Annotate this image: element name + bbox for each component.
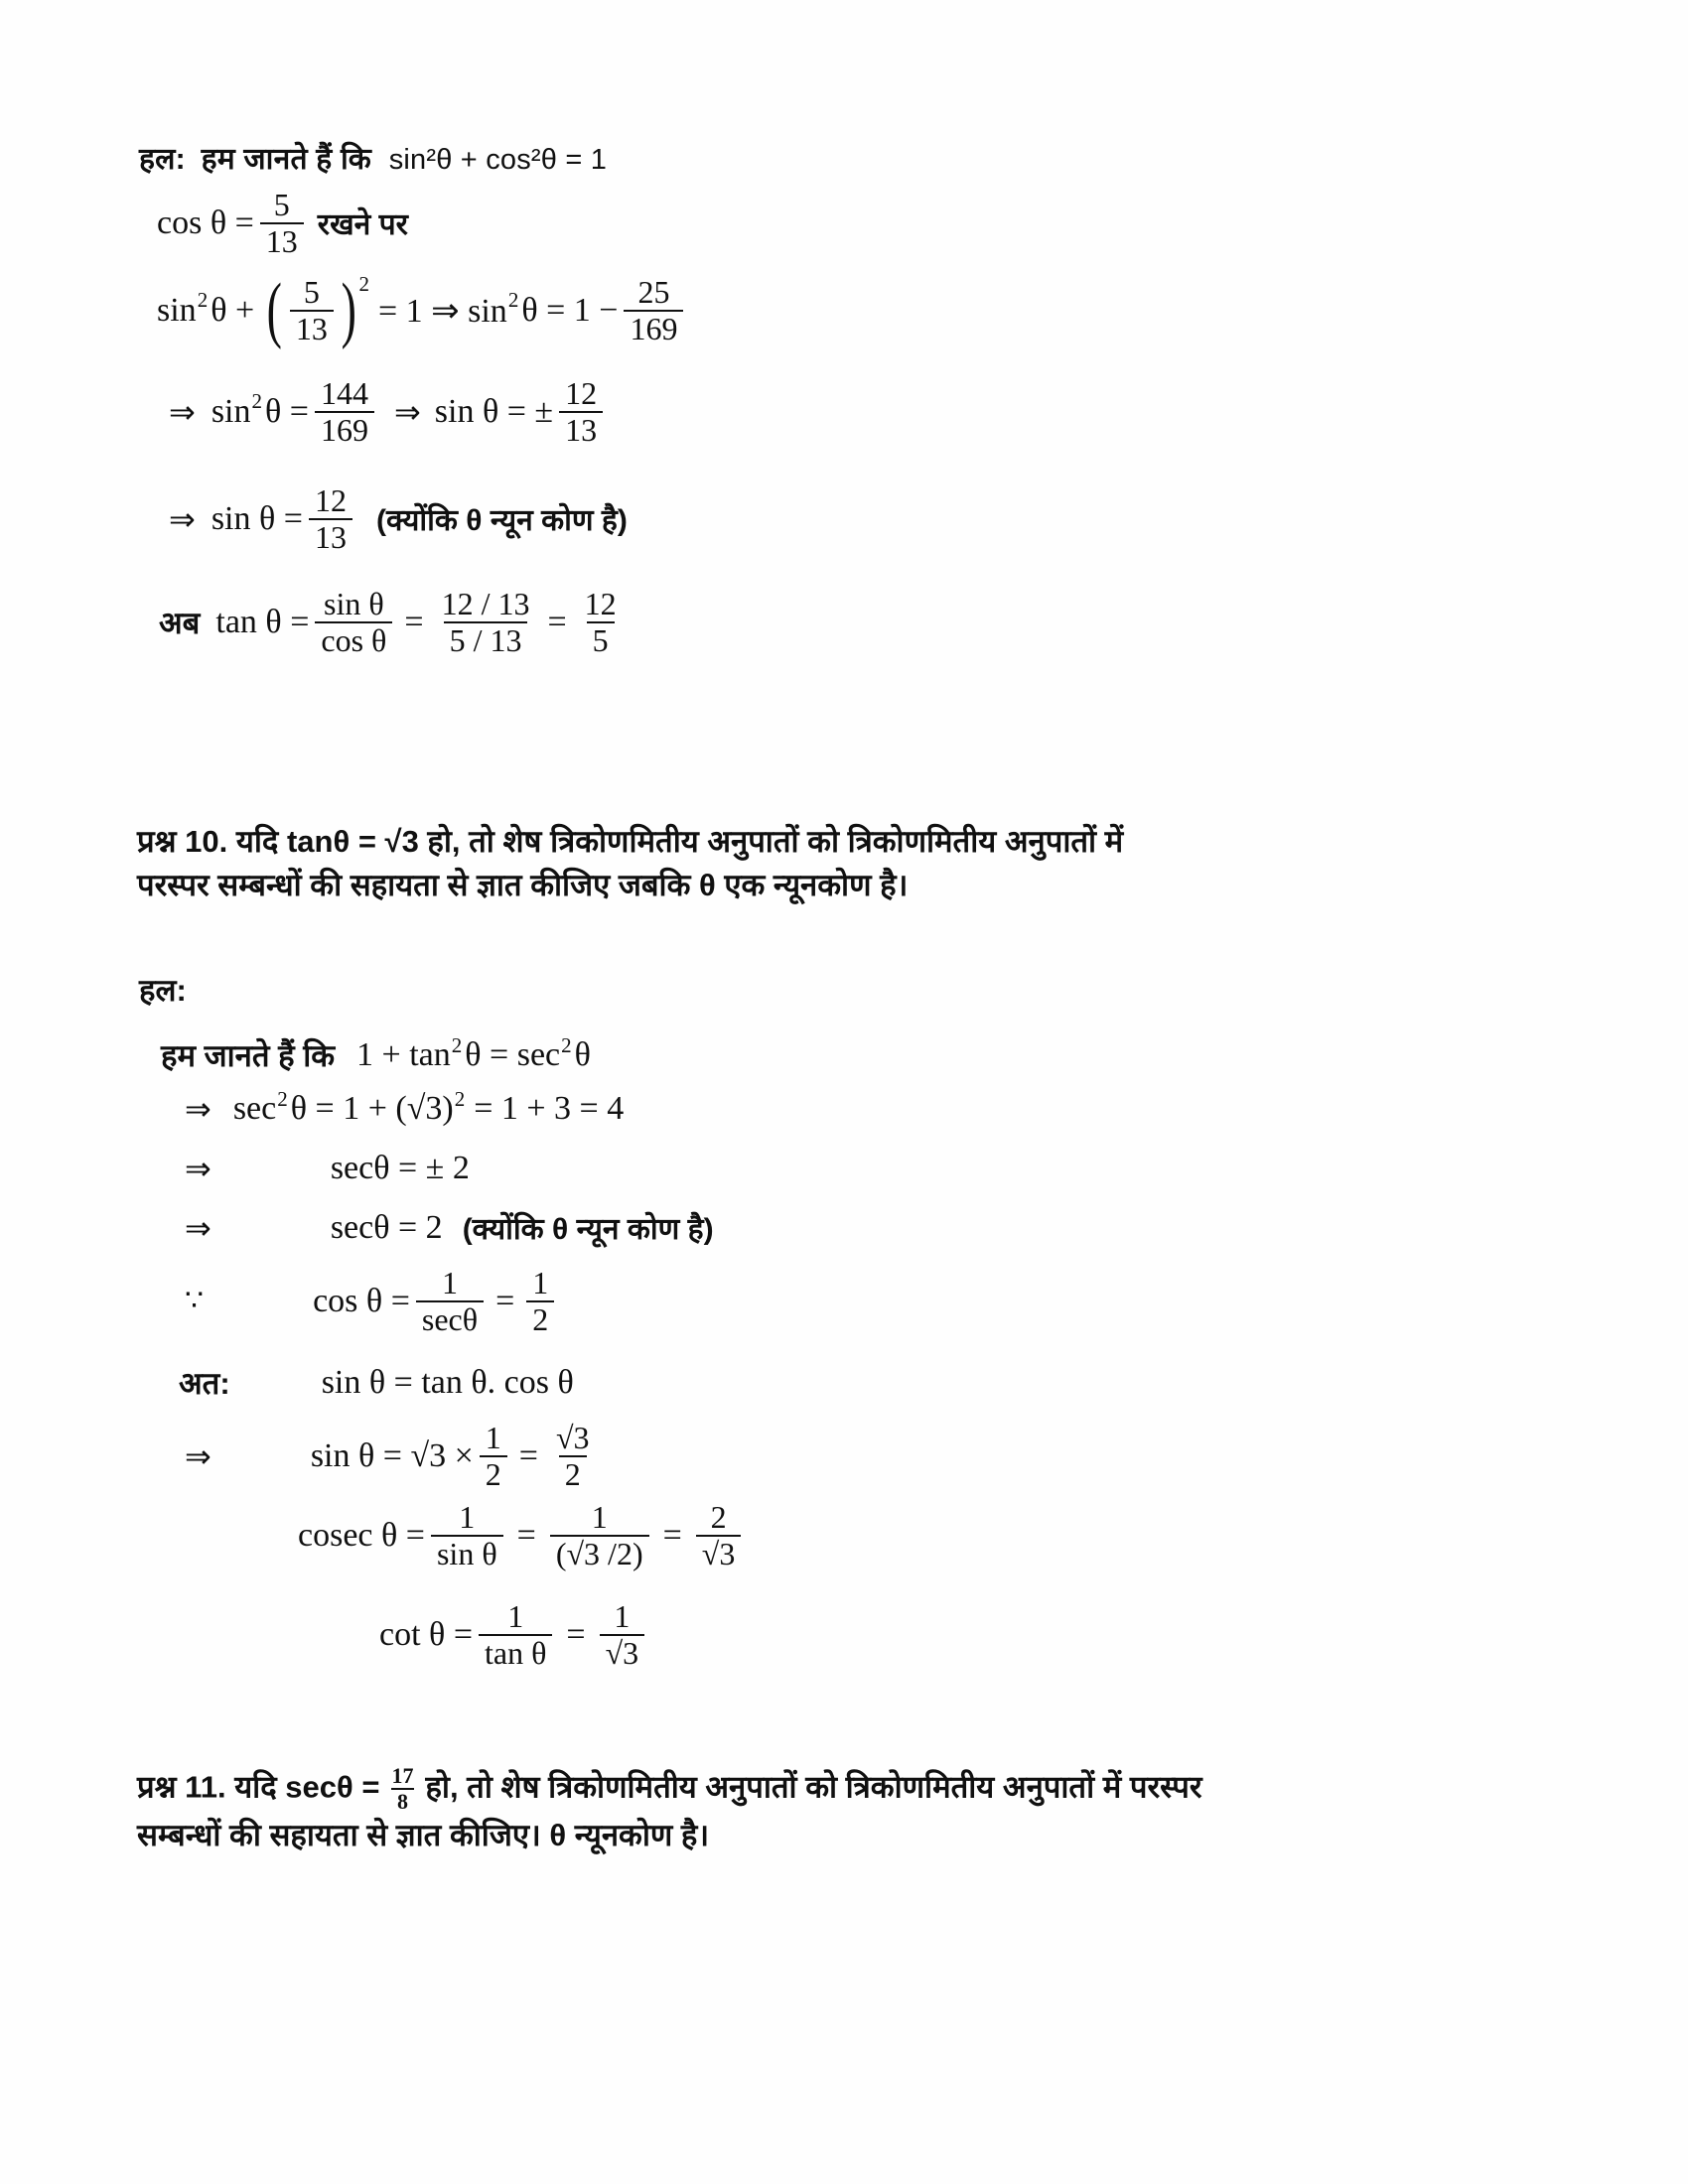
implies-arrow: ⇒ xyxy=(169,500,196,537)
fraction-numerator: 1 xyxy=(591,1499,608,1535)
implies-arrow: ⇒ xyxy=(169,393,196,430)
fraction-numerator: 1 xyxy=(485,1420,501,1455)
paren-exponent: 2 xyxy=(358,272,369,297)
equation-sin-value xyxy=(169,484,628,553)
fraction-numerator: 17 xyxy=(391,1763,414,1788)
equals-sign: = xyxy=(518,1436,538,1474)
ataha-prefix: अत: xyxy=(179,1366,230,1401)
fraction-denominator: 13 xyxy=(309,518,352,554)
fraction-12-13 xyxy=(559,377,603,446)
solution-label: हल: xyxy=(139,143,186,176)
sin-text: sin xyxy=(211,392,251,430)
fraction-numerator: sin θ xyxy=(324,586,384,621)
fraction-numerator: 144 xyxy=(320,375,368,411)
fraction-numerator: √3 xyxy=(555,1420,590,1455)
question-11 xyxy=(137,1765,1517,1857)
question-11-line-1-rest: हो, तो शेष त्रिकोणमितीय अनुपातों को त्रिकोणमितीय अनुपातों में परस्पर xyxy=(425,1769,1202,1805)
fraction-denominator: secθ xyxy=(416,1300,484,1336)
sin-exponent-2: 2 xyxy=(507,288,519,313)
fraction-denominator: 169 xyxy=(315,411,374,447)
fraction-1-2 xyxy=(526,1267,554,1335)
implies-arrow-2: ⇒ xyxy=(393,393,421,430)
equation-cos-value xyxy=(185,1267,560,1335)
question-10 xyxy=(137,820,1448,907)
fraction-numerator: 12 / 13 xyxy=(441,586,530,621)
question-11-number: प्रश्न 11. xyxy=(137,1769,226,1805)
fraction-5-13 xyxy=(260,189,304,257)
sec-exponent: 2 xyxy=(561,1032,572,1057)
sin-text: sin xyxy=(157,291,197,329)
because-symbol: ∵ xyxy=(185,1285,205,1318)
sec-equals-two: secθ = 2 xyxy=(330,1208,443,1246)
fraction-1-over-sec xyxy=(416,1267,484,1335)
fraction-denominator: 13 xyxy=(260,222,304,258)
cos-theta-equals: cos θ = xyxy=(313,1282,410,1319)
question-11-prefix: यदि secθ = xyxy=(234,1769,380,1805)
solution-9-lead-line xyxy=(139,137,607,178)
tan-exponent: 2 xyxy=(451,1032,463,1057)
fraction-denominator: 8 xyxy=(391,1788,414,1813)
theta-equals: θ = xyxy=(265,392,309,430)
fraction-denominator: 5 xyxy=(587,621,615,657)
fraction-2-over-root3 xyxy=(696,1501,742,1570)
equals-four: = 1 + 3 = 4 xyxy=(474,1090,625,1127)
fraction-denominator: √3 xyxy=(696,1535,742,1570)
one-plus-tan: 1 + tan xyxy=(356,1036,451,1073)
equals-sign-1: = xyxy=(516,1516,536,1554)
equation-substitute xyxy=(157,268,689,350)
equals-sign: = xyxy=(495,1282,515,1319)
equals-sign-2: = xyxy=(662,1516,682,1554)
ab-prefix: अब xyxy=(159,605,201,640)
fraction-sin-over-cos xyxy=(315,588,392,656)
equation-sin-squared-value xyxy=(169,377,609,446)
rakhne-par-text: रखने पर xyxy=(317,208,408,242)
fraction-1-2 xyxy=(480,1422,507,1490)
solution-lead-text: हम जानते हैं कि xyxy=(201,143,371,176)
fraction-numerator: 1 xyxy=(532,1265,549,1300)
fraction-numerator: 12 xyxy=(314,482,347,518)
equation-cosec-value xyxy=(298,1501,747,1570)
fraction-numerator: 12 xyxy=(565,375,598,411)
fraction-denominator: 2 xyxy=(526,1300,554,1336)
cos-theta-lhs: cos θ = xyxy=(157,204,254,241)
implies-arrow: ⇒ xyxy=(185,1437,211,1474)
implies-arrow: ⇒ xyxy=(185,1151,211,1186)
paren-exponent: 2 xyxy=(454,1086,466,1111)
sin-exponent: 2 xyxy=(197,288,209,313)
fraction-numerator: 5 xyxy=(303,274,320,310)
sec-text: sec xyxy=(232,1090,277,1127)
equals-sign-1: = xyxy=(566,1615,586,1653)
fraction-1-over-root3 xyxy=(600,1600,645,1669)
equation-tan-value xyxy=(159,588,629,656)
fraction-144-169 xyxy=(315,377,374,446)
equals-sign-1: = xyxy=(404,603,424,640)
theta-plus: θ + xyxy=(211,291,255,329)
fraction-25-169 xyxy=(624,276,683,344)
sec-pm-two: secθ = ± 2 xyxy=(330,1150,470,1186)
equals-one-implies: = 1 ⇒ sin xyxy=(377,292,507,330)
implies-arrow: ⇒ xyxy=(185,1091,211,1127)
equation-sec-value xyxy=(185,1207,714,1248)
fraction-denominator: 169 xyxy=(624,310,683,345)
fraction-numerator: 1 xyxy=(507,1598,524,1634)
fraction-17-8 xyxy=(385,1765,419,1814)
fraction-12-13-over-5-13 xyxy=(436,588,536,656)
fraction-denominator: cos θ xyxy=(315,621,392,657)
sec-exponent: 2 xyxy=(277,1086,288,1111)
equation-cot-value xyxy=(379,1600,650,1669)
pythagorean-identity: sin²θ + cos²θ = 1 xyxy=(388,144,608,176)
equation-given-cos xyxy=(157,189,408,257)
theta-equals-one-minus: θ = 1 − xyxy=(521,291,619,329)
fraction-denominator: 5 / 13 xyxy=(444,621,528,657)
theta-end: θ xyxy=(574,1036,591,1073)
fraction-1-over-tan xyxy=(479,1600,552,1669)
question-10-number: प्रश्न 10. xyxy=(137,824,228,859)
fraction-denominator: sin θ xyxy=(431,1535,503,1570)
cosec-theta-equals: cosec θ = xyxy=(298,1516,425,1554)
fraction-12-13 xyxy=(309,484,352,553)
theta-equals-expr: θ = 1 + (√3) xyxy=(290,1090,454,1127)
fraction-1-over-root3-half xyxy=(550,1501,649,1570)
theta-equals-sec: θ = sec xyxy=(465,1036,561,1073)
fraction-denominator: 13 xyxy=(559,411,603,447)
cot-theta-equals: cot θ = xyxy=(379,1615,473,1653)
fraction-5-13-squared xyxy=(290,276,334,344)
equation-sec-plus-minus xyxy=(185,1150,470,1187)
fraction-numerator: 1 xyxy=(614,1598,631,1634)
equals-sign-2: = xyxy=(547,603,567,640)
fraction-denominator: (√3 /2) xyxy=(550,1535,649,1570)
tan-theta-equals: tan θ = xyxy=(215,603,310,640)
sin-theta-equals: sin θ = xyxy=(211,499,303,537)
question-10-line-2: परस्पर सम्बन्धों की सहायता से ज्ञात कीजिए जबकि θ एक न्यूनकोण है। xyxy=(137,868,909,903)
question-10-line-1: यदि tanθ = √3 हो, तो शेष त्रिकोणमितीय अनुपातों को त्रिकोणमितीय अनुपातों में xyxy=(235,824,1124,859)
sin-equals-tan-cos: sin θ = tan θ. cos θ xyxy=(321,1364,574,1401)
sin-exponent: 2 xyxy=(251,389,262,414)
fraction-denominator: 2 xyxy=(480,1455,507,1491)
fraction-numerator: 25 xyxy=(637,274,670,310)
fraction-numerator: 5 xyxy=(273,187,290,222)
fraction-numerator: 2 xyxy=(710,1499,727,1535)
right-paren: ) xyxy=(341,268,356,350)
fraction-12-5 xyxy=(579,588,623,656)
we-know-that-text: हम जानते हैं कि xyxy=(161,1038,336,1073)
fraction-denominator: 2 xyxy=(559,1455,587,1491)
sin-equals-root3-times: sin θ = √3 × xyxy=(310,1436,474,1474)
equation-sin-relation xyxy=(179,1362,574,1404)
equation-identity-tan-sec xyxy=(161,1034,591,1076)
fraction-denominator: tan θ xyxy=(479,1634,552,1670)
sin-theta-equals-pm: sin θ = ± xyxy=(434,392,554,430)
equation-sec-squared xyxy=(185,1086,625,1128)
fraction-denominator: 13 xyxy=(290,310,334,345)
left-paren: ( xyxy=(266,268,283,350)
implies-arrow: ⇒ xyxy=(185,1209,211,1246)
solution-10-label: हल: xyxy=(139,973,187,1008)
question-11-line-2: सम्बन्धों की सहायता से ज्ञात कीजिए। θ न्यूनकोण है। xyxy=(137,1817,710,1852)
fraction-1-over-sin xyxy=(431,1501,503,1570)
fraction-numerator: 12 xyxy=(584,586,617,621)
fraction-numerator: 1 xyxy=(459,1499,476,1535)
fraction-denominator: √3 xyxy=(600,1634,645,1670)
acute-angle-note: (क्योंकि θ न्यून कोण है) xyxy=(462,1213,714,1246)
fraction-root3-2 xyxy=(550,1422,596,1490)
acute-angle-note: (क्योंकि θ न्यून कोण है) xyxy=(375,504,628,538)
equation-sin-value-10 xyxy=(185,1422,602,1490)
fraction-numerator: 1 xyxy=(441,1265,458,1300)
